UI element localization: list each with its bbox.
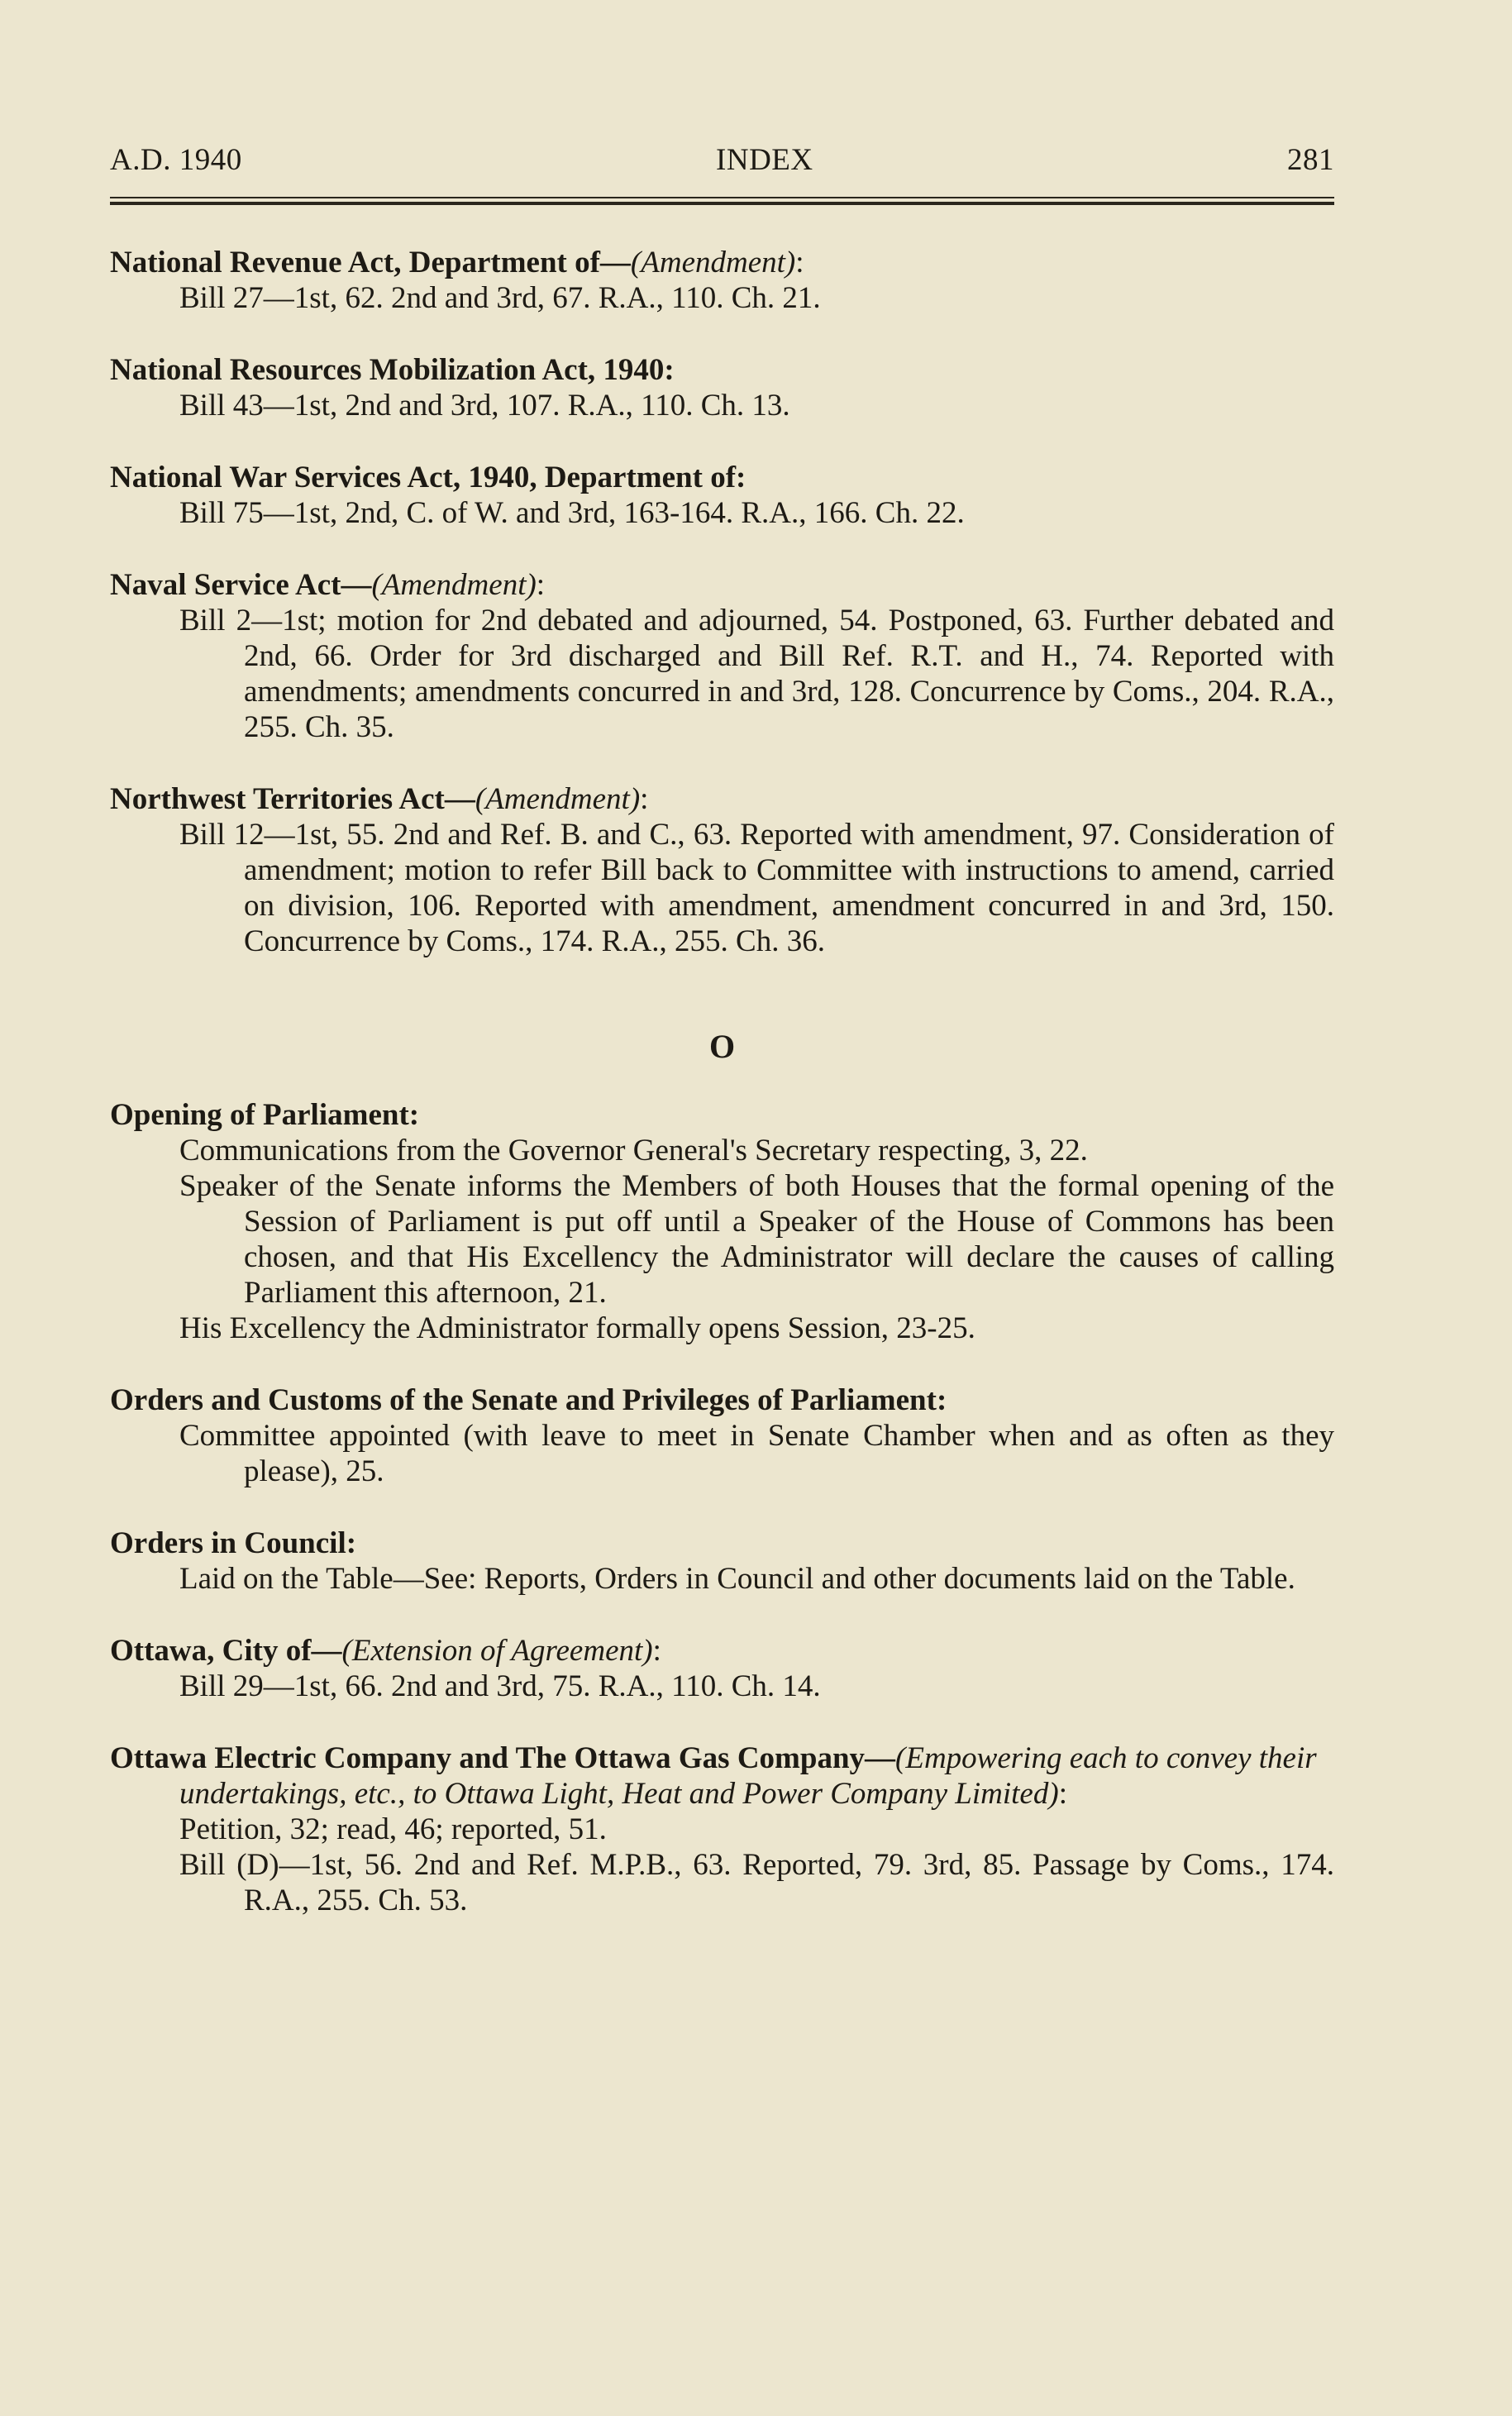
entry-heading-colon: :: [795, 246, 804, 279]
entry-heading: Naval Service Act—: [110, 568, 372, 602]
entry-heading: National War Services Act, 1940, Department of:: [110, 461, 746, 494]
entry-heading-colon: :: [652, 1634, 661, 1668]
index-entry: [110, 1633, 1334, 1704]
entry-qualifier: (Amendment): [371, 568, 537, 602]
index-entry: [110, 1740, 1334, 1918]
entry-heading-line: [110, 567, 1334, 603]
entries-o: [110, 1097, 1334, 1918]
entry-heading-line: [110, 352, 1334, 388]
entry-heading-colon: :: [1058, 1777, 1067, 1811]
entry-heading: Orders and Customs of the Senate and Privileges of Parliament:: [110, 1383, 947, 1417]
entry-heading: National Resources Mobilization Act, 1940:: [110, 353, 675, 387]
entry-detail: His Excellency the Administrator formally opens Session, 23-25.: [179, 1311, 975, 1345]
entry-heading: National Revenue Act, Department of—: [110, 246, 631, 279]
header-rule: [110, 197, 1334, 205]
entry-detail: Bill 43—1st, 2nd and 3rd, 107. R.A., 110. Ch. 13.: [179, 389, 790, 423]
entry-heading: Orders in Council:: [110, 1526, 357, 1560]
entry-qualifier: (Extension of Agreement): [341, 1634, 653, 1668]
entry-heading-line: [110, 245, 1334, 280]
section-letter: O: [708, 1028, 736, 1065]
entry-heading: Ottawa, City of—: [110, 1634, 342, 1668]
entry-detail: Bill 75—1st, 2nd, C. of W. and 3rd, 163-164. R.A., 166. Ch. 22.: [179, 496, 965, 530]
entry-heading: Northwest Territories Act—: [110, 782, 475, 816]
index-entry: [110, 781, 1334, 959]
index-entry: [110, 1526, 1334, 1597]
entry-heading-line: [110, 1097, 1334, 1133]
entry-detail: Bill 12—1st, 55. 2nd and Ref. B. and C., 63. Reported with amendment, 97. Consideration of amendment; motion to refer Bill back to Committee with instructions to amend, carried on division, 106. Reported with amendment, amendment concurred in and 3rd, 150. Concurrence by Coms., 174. R.A., 255. Ch. 36.: [179, 818, 1334, 958]
entry-qualifier: (Amendment): [475, 782, 641, 816]
entry-detail: Speaker of the Senate informs the Members of both Houses that the formal opening of the Session of Parliament is put off until a Speaker of the House of Commons has been chosen, and that His Excellency the Administrator will declare the causes of calling Parliament this afternoon, 21.: [179, 1169, 1334, 1310]
index-entry: [110, 245, 1334, 316]
entry-heading-colon: :: [536, 568, 546, 602]
index-entry: [110, 1382, 1334, 1489]
entries-n: [110, 245, 1334, 959]
index-entry: [110, 460, 1334, 531]
entry-heading: Ottawa Electric Company and The Ottawa Gas Company—: [110, 1741, 896, 1775]
entry-detail: Petition, 32; read, 46; reported, 51.: [179, 1812, 607, 1846]
index-entry: [110, 352, 1334, 423]
entry-heading-line: [110, 460, 1334, 495]
entry-detail: Bill (D)—1st, 56. 2nd and Ref. M.P.B., 63. Reported, 79. 3rd, 85. Passage by Coms., 174. R.A., 255. Ch. 53.: [179, 1848, 1334, 1917]
entry-heading-line: [110, 781, 1334, 817]
entry-heading-line: [110, 1526, 1334, 1561]
entry-qualifier: (Amendment): [630, 246, 796, 279]
entry-heading-line: [110, 1633, 1334, 1669]
page-header: [110, 142, 1334, 178]
entry-detail: Bill 27—1st, 62. 2nd and 3rd, 67. R.A., 110. Ch. 21.: [179, 281, 821, 315]
entry-heading-line: [110, 1740, 1334, 1812]
entry-heading: Opening of Parliament:: [110, 1098, 420, 1132]
index-content: [110, 245, 1334, 1955]
index-entry: [110, 567, 1334, 745]
entry-detail: Laid on the Table—See: Reports, Orders in Council and other documents laid on the Table.: [179, 1562, 1295, 1596]
entry-detail: Bill 2—1st; motion for 2nd debated and adjourned, 54. Postponed, 63. Further debated and 2nd, 66. Order for 3rd discharged and Bill Ref. R.T. and H., 74. Reported with amendments; amendments concurred in and 3rd, 128. Concurrence by Coms., 204. R.A., 255. Ch. 35.: [179, 604, 1334, 744]
entry-heading-colon: :: [640, 782, 649, 816]
index-entry: [110, 1097, 1334, 1346]
entry-heading-line: [110, 1382, 1334, 1418]
page-number: 281: [1286, 143, 1334, 177]
entry-detail: Committee appointed (with leave to meet in Senate Chamber when and as often as they please), 25.: [179, 1419, 1334, 1488]
header-year: A.D. 1940: [110, 143, 242, 177]
entry-qualifier: (Empowering each to convey their undertakings, etc., to Ottawa Light, Heat and Power Company Limited): [179, 1741, 1317, 1811]
header-title: INDEX: [716, 143, 813, 177]
entry-detail: Communications from the Governor General's Secretary respecting, 3, 22.: [179, 1134, 1088, 1167]
entry-detail: Bill 29—1st, 66. 2nd and 3rd, 75. R.A., 110. Ch. 14.: [179, 1669, 821, 1703]
